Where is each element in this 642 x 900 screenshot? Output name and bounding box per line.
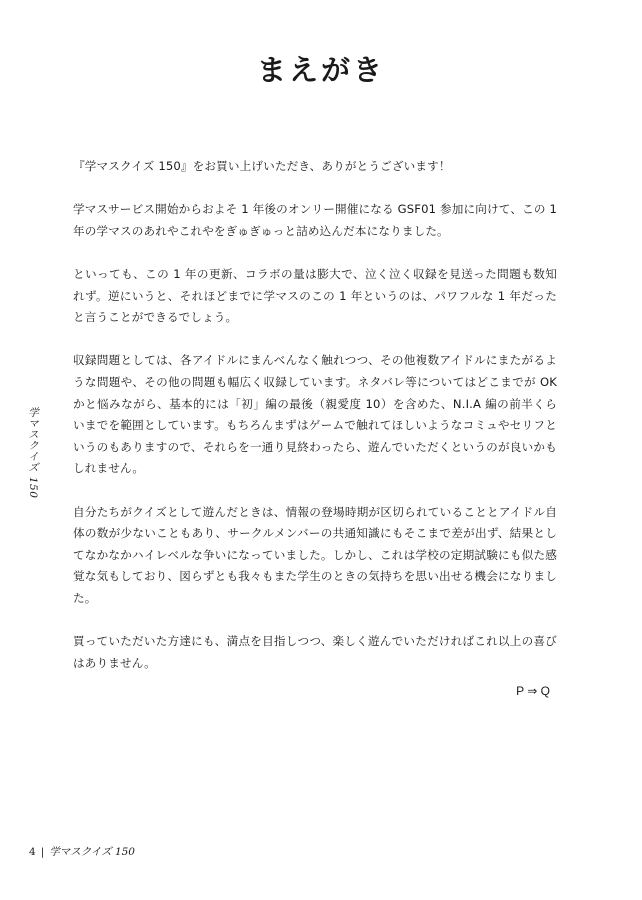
- paragraph-scope: 収録問題としては、各アイドルにまんべんなく触れつつ、その他複数アイドルにまたがるような問題や、その他の問題も幅広く収録しています。ネタバレ等についてはどこまでが OK かと悩みながら、基本的には「初」編の最後（親愛度 10）を含めた、N.I.A 編の前半くらいまでを範囲としています。もちろんまずはゲームで触れてほしいようなコミュやセリフというのもありますので、それらを一通り見終わったら、遊んでいただくというのが良いかもしれません。: [73, 353, 557, 476]
- author-signature: P ⇒ Q: [516, 684, 550, 698]
- paragraph-intro: 学マスサービス開始からおよそ 1 年後のオンリー開催になる GSF01 参加に向けて、この 1 年の学マスのあれやこれやをぎゅぎゅっと詰め込んだ本になりました。: [73, 202, 557, 238]
- page-footer: [29, 845, 135, 859]
- footer-book-title: 学マスクイズ 150: [49, 846, 135, 858]
- paragraph-closing: 買っていただいた方達にも、満点を目指しつつ、楽しく遊んでいただければこれ以上の喜びはありません。: [73, 634, 557, 670]
- page-title: まえがき: [256, 53, 385, 87]
- paragraph-playtest: 自分たちがクイズとして遊んだときは、情報の登場時期が区切られていることとアイドル自体の数が少ないこともあり、サークルメンバーの共通知識にもそこまで差が出ず、結果としてなかなかハイレベルな争いになっていました。しかし、これは学校の定期試験にも似た感覚な気もしており、図らずとも我々もまた学生のときの気持ちを思い出せる機会になりました。: [73, 504, 557, 605]
- footer-separator: |: [40, 846, 45, 858]
- paragraph-updates: といっても、この 1 年の更新、コラボの量は膨大で、泣く泣く収録を見送った問題も数知れず。逆にいうと、それほどまでに学マスのこの 1 年というのは、パワフルな 1 年だったと言うことができるでしょう。: [73, 266, 557, 325]
- page-number: 4: [29, 846, 36, 858]
- paragraph-greeting: 『学マスクイズ 150』をお買い上げいただき、ありがとうございます！: [73, 159, 451, 173]
- side-book-title: 学マスクイズ 150: [27, 407, 39, 499]
- preface-body: [73, 156, 557, 696]
